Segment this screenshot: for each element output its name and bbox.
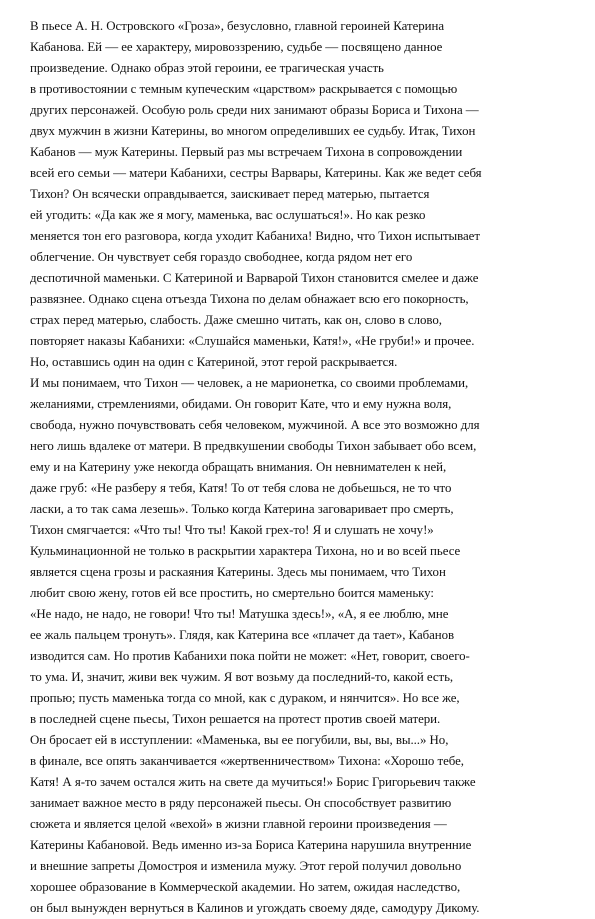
text-line: Тихон смягчается: «Что ты! Что ты! Какой грех-то! Я и слушать не хочу!» bbox=[30, 523, 434, 537]
text-line: желаниями, стремлениями, обидами. Он говорит Кате, что и ему нужна воля, bbox=[30, 397, 452, 411]
text-line: Кабанова. Ей — ее характеру, мировоззрению, судьбе — посвящено данное bbox=[30, 40, 443, 54]
text-line: повторяет наказы Кабанихи: «Слушайся маменьки, Катя!», «Не груби!» и прочее. bbox=[30, 334, 475, 348]
text-line: то ума. И, значит, живи век чужим. Я вот возьму да последний-то, какой есть, bbox=[30, 670, 454, 684]
text-line: В пьесе А. Н. Островского «Гроза», безусловно, главной героиней Катерина bbox=[30, 19, 445, 33]
text-line: «Не надо, не надо, не говори! Что ты! Матушка здесь!», «А, я ее люблю, мне bbox=[30, 607, 449, 621]
text-line: является сцена грозы и раскаяния Катерины. Здесь мы понимаем, что Тихон bbox=[30, 565, 446, 579]
essay-text bbox=[30, 16, 575, 919]
text-line: сюжета и является целой «вехой» в жизни главной героини произведения — bbox=[30, 817, 447, 831]
text-line: Кабанов — муж Катерины. Первый раз мы встречаем Тихона в сопровождении bbox=[30, 145, 463, 159]
text-line: Он бросает ей в исступлении: «Маменька, вы ее погубили, вы, вы, вы...» Но, bbox=[30, 733, 449, 747]
text-line: в противостоянии с темным купеческим «царством» раскрывается с помощью bbox=[30, 82, 458, 96]
text-line: даже груб: «Не разберу я тебя, Катя! То от тебя слова не добьешься, не то что bbox=[30, 481, 452, 495]
text-line: него лишь вдалеке от матери. В предвкушении свободы Тихон забывает обо всем, bbox=[30, 439, 477, 453]
text-line: и внешние запреты Домостроя и изменила мужу. Этот герой получил довольно bbox=[30, 859, 462, 873]
text-line: ей угодить: «Да как же я могу, маменька, вас ослушаться!». Но как резко bbox=[30, 208, 426, 222]
text-line: двух мужчин в жизни Катерины, во многом определивших ее судьбу. Итак, Тихон bbox=[30, 124, 476, 138]
text-line: Катя! А я-то зачем остался жить на свете да мучиться!» Борис Григорьевич также bbox=[30, 775, 476, 789]
text-line: изводится сам. Но против Кабанихи пока пойти не может: «Нет, говорит, своего- bbox=[30, 649, 470, 663]
text-line: меняется тон его разговора, когда уходит Кабаниха! Видно, что Тихон испытывает bbox=[30, 229, 480, 243]
text-line: в финале, все опять заканчивается «жертвенничеством» Тихона: «Хорошо тебе, bbox=[30, 754, 464, 768]
text-line: произведение. Однако образ этой героини, ее трагическая участь bbox=[30, 61, 384, 75]
text-line: облегчение. Он чувствует себя гораздо свободнее, когда рядом нет его bbox=[30, 250, 413, 264]
text-line: развязнее. Однако сцена отъезда Тихона по делам обнажает всю его покорность, bbox=[30, 292, 469, 306]
text-line: хорошее образование в Коммерческой академии. Но затем, ожидая наследство, bbox=[30, 880, 461, 894]
text-line: ласки, а то так сама лезешь». Только когда Катерина заговаривает про смерть, bbox=[30, 502, 454, 516]
text-line: в последней сцене пьесы, Тихон решается на протест против своей матери. bbox=[30, 712, 441, 726]
text-line: пропью; пусть маменька тогда со мной, как с дураком, и нянчится». Но все же, bbox=[30, 691, 460, 705]
text-line: деспотичной маменьки. С Катериной и Варварой Тихон становится смелее и даже bbox=[30, 271, 479, 285]
text-line: других персонажей. Особую роль среди них занимают образы Бориса и Тихона — bbox=[30, 103, 479, 117]
text-line: Тихон? Он всячески оправдывается, заискивает перед матерью, пытается bbox=[30, 187, 430, 201]
text-line: Катерины Кабановой. Ведь именно из-за Бориса Катерина нарушила внутренние bbox=[30, 838, 472, 852]
text-line: свобода, нужно почувствовать себя человеком, мужчиной. А все это возможно для bbox=[30, 418, 480, 432]
text-line: всей его семьи — матери Кабанихи, сестры Варвары, Катерины. Как же ведет себя bbox=[30, 166, 482, 180]
text-line: И мы понимаем, что Тихон — человек, а не марионетка, со своими проблемами, bbox=[30, 376, 469, 390]
text-line: занимает важное место в ряду персонажей пьесы. Он способствует развитию bbox=[30, 796, 452, 810]
text-line: Кульминационной не только в раскрытии характера Тихона, но и во всей пьесе bbox=[30, 544, 461, 558]
text-line: он был вынужден вернуться в Калинов и угождать своему дяде, самодуру Дикому. bbox=[30, 901, 480, 915]
text-line: любит свою жену, готов ей все простить, но смертельно боится маменьку: bbox=[30, 586, 434, 600]
text-line: ее жаль пальцем тронуть». Глядя, как Катерина все «плачет да тает», Кабанов bbox=[30, 628, 455, 642]
text-line: страх перед матерью, слабость. Даже смешно читать, как он, слово в слово, bbox=[30, 313, 442, 327]
text-line: Но, оставшись один на один с Катериной, этот герой раскрывается. bbox=[30, 355, 398, 369]
text-line: ему и на Катерину уже некогда обращать внимания. Он невнимателен к ней, bbox=[30, 460, 447, 474]
